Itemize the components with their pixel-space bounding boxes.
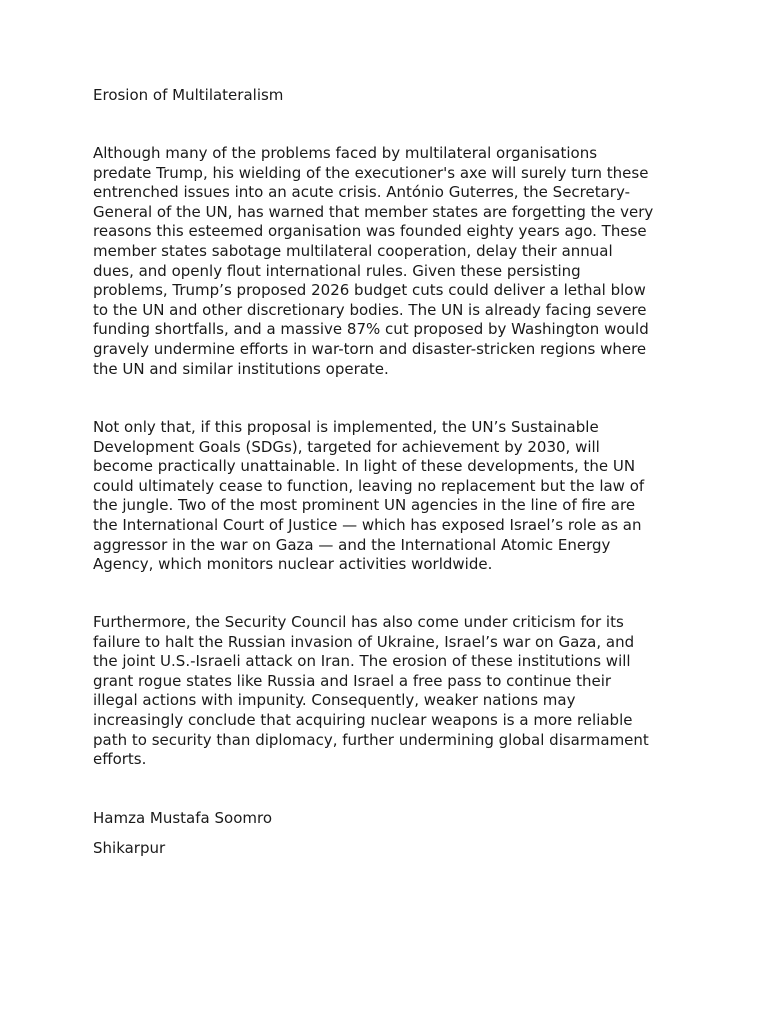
text-line: reasons this esteemed organisation was founded eighty years ago. These bbox=[93, 222, 647, 241]
text-line: failure to halt the Russian invasion of Ukraine, Israel’s war on Gaza, and bbox=[93, 632, 635, 651]
text-line: funding shortfalls, and a massive 87% cut proposed by Washington would bbox=[93, 320, 649, 339]
paragraph-2 bbox=[93, 418, 693, 575]
text-line: dues, and openly flout international rules. Given these persisting bbox=[93, 261, 581, 280]
text-line: illegal actions with impunity. Consequently, weaker nations may bbox=[93, 691, 576, 710]
text-line: entrenched issues into an acute crisis. António Guterres, the Secretary- bbox=[93, 183, 631, 202]
text-line: Agency, which monitors nuclear activities worldwide. bbox=[93, 555, 493, 574]
text-line: aggressor in the war on Gaza — and the International Atomic Energy bbox=[93, 535, 611, 554]
text-line: General of the UN, has warned that member states are forgetting the very bbox=[93, 202, 654, 221]
text-line: Not only that, if this proposal is implemented, the UN’s Sustainable bbox=[93, 418, 599, 436]
text-line: the joint U.S.-Israeli attack on Iran. The erosion of these institutions will bbox=[93, 652, 631, 671]
author-location: Shikarpur bbox=[93, 839, 166, 857]
text-line: the International Court of Justice — which has exposed Israel’s role as an bbox=[93, 515, 642, 534]
text-line: the jungle. Two of the most prominent UN agencies in the line of fire are bbox=[93, 496, 636, 515]
text-line: member states sabotage multilateral cooperation, delay their annual bbox=[93, 241, 613, 260]
text-line: Although many of the problems faced by multilateral organisations bbox=[93, 144, 598, 162]
document-title: Erosion of Multilateralism bbox=[93, 86, 284, 104]
text-line: Development Goals (SDGs), targeted for achievement by 2030, will bbox=[93, 437, 600, 456]
text-line: increasingly conclude that acquiring nuclear weapons is a more reliable bbox=[93, 710, 633, 729]
text-line: the UN and similar institutions operate. bbox=[93, 359, 389, 378]
paragraph-3 bbox=[93, 613, 693, 770]
text-line: gravely undermine efforts in war-torn and disaster-stricken regions where bbox=[93, 339, 647, 358]
text-line: problems, Trump’s proposed 2026 budget cuts could deliver a lethal blow bbox=[93, 281, 646, 300]
text-line: Furthermore, the Security Council has also come under criticism for its bbox=[93, 613, 624, 631]
author-name: Hamza Mustafa Soomro bbox=[93, 809, 272, 827]
text-line: to the UN and other discretionary bodies. The UN is already facing severe bbox=[93, 300, 647, 319]
text-line: efforts. bbox=[93, 750, 147, 769]
text-line: path to security than diplomacy, further undermining global disarmament bbox=[93, 730, 649, 749]
text-line: become practically unattainable. In light of these developments, the UN bbox=[93, 457, 636, 476]
text-line: predate Trump, his wielding of the executioner's axe will surely turn these bbox=[93, 163, 649, 182]
text-line: grant rogue states like Russia and Israel a free pass to continue their bbox=[93, 671, 612, 690]
paragraph-1 bbox=[93, 144, 693, 379]
text-line: could ultimately cease to function, leaving no replacement but the law of bbox=[93, 476, 645, 495]
